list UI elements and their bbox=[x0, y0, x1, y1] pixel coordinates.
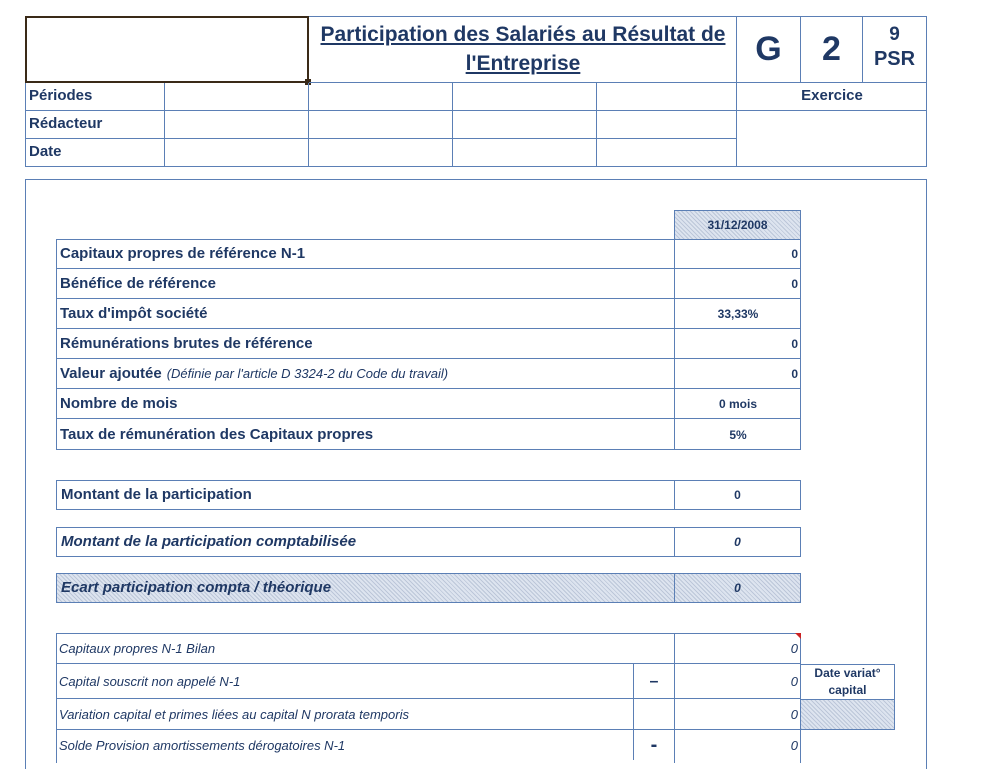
row-label: Nombre de mois bbox=[60, 394, 178, 412]
page-title bbox=[309, 20, 737, 78]
page-title-line2: l'Entreprise bbox=[465, 52, 581, 75]
row-value[interactable]: 5% bbox=[729, 427, 747, 442]
detail-row-label: Variation capital et primes liées au capital N prorata temporis bbox=[59, 706, 409, 722]
date-variat-capital-input[interactable] bbox=[800, 699, 895, 730]
date-variat-capital-label-cell bbox=[800, 664, 895, 700]
row-label: Taux de rémunération des Capitaux propres bbox=[60, 425, 374, 443]
row-value[interactable]: 0 bbox=[791, 277, 798, 291]
exercice-label: Exercice bbox=[801, 87, 863, 104]
row-value[interactable]: 33,33% bbox=[717, 307, 759, 321]
montant-participation-label: Montant de la participation bbox=[61, 486, 252, 503]
code-letter-cell bbox=[737, 16, 801, 83]
date-column-header bbox=[674, 210, 801, 240]
row-label: Taux d'impôt société bbox=[60, 304, 208, 322]
detail-row-label: Capital souscrit non appelé N-1 bbox=[59, 673, 241, 689]
periodes-label: Périodes bbox=[29, 87, 93, 104]
code-page-cell bbox=[863, 16, 927, 83]
code-sub: PSR bbox=[873, 48, 916, 70]
detail-row-sign-cell bbox=[633, 730, 675, 760]
date-label: Date bbox=[29, 143, 62, 160]
row-label: Valeur ajoutée bbox=[60, 364, 162, 382]
ecart-value: 0 bbox=[674, 574, 800, 602]
detail-row-sign: - bbox=[650, 733, 658, 756]
row-value[interactable]: 0 bbox=[791, 367, 798, 381]
comment-indicator bbox=[795, 633, 801, 639]
info-col-5 bbox=[597, 83, 737, 167]
participation-comptabilisee-label: Montant de la participation comptabilisée bbox=[61, 533, 357, 550]
code-number: 2 bbox=[822, 30, 841, 68]
date-column-header-text: 31/12/2008 bbox=[707, 218, 768, 232]
code-letter: G bbox=[755, 30, 782, 68]
detail-row-label: Capitaux propres N-1 Bilan bbox=[59, 640, 216, 656]
row-label: Bénéfice de référence bbox=[60, 274, 216, 292]
code-page: 9 bbox=[889, 24, 900, 45]
detail-row-value[interactable]: 0 bbox=[790, 674, 798, 689]
page-title-line1: Participation des Salariés au Résultat de bbox=[320, 23, 726, 46]
detail-row-value[interactable]: 0 bbox=[790, 707, 798, 722]
code-number-cell bbox=[801, 16, 863, 83]
detail-row-sign: – bbox=[649, 672, 659, 690]
montant-participation-value: 0 bbox=[674, 481, 800, 509]
info-col-4 bbox=[453, 83, 597, 167]
header-logo-box[interactable] bbox=[25, 16, 309, 83]
row-value[interactable]: 0 mois bbox=[718, 397, 757, 411]
detail-row-label: Solde Provision amortissements dérogatoires N-1 bbox=[59, 737, 346, 753]
row-value[interactable]: 0 bbox=[791, 247, 798, 261]
detail-row-value[interactable]: 0 bbox=[790, 641, 798, 656]
info-col-2 bbox=[165, 83, 309, 167]
ecart-label: Ecart participation compta / théorique bbox=[61, 579, 332, 596]
info-col-3 bbox=[309, 83, 453, 167]
detail-row-sign-cell bbox=[633, 664, 675, 699]
redacteur-label: Rédacteur bbox=[29, 115, 103, 132]
row-note: (Définie par l'article D 3324-2 du Code du travail) bbox=[166, 366, 449, 381]
participation-comptabilisee-value[interactable]: 0 bbox=[674, 528, 800, 556]
row-value[interactable]: 0 bbox=[791, 337, 798, 351]
detail-row-value[interactable]: 0 bbox=[790, 737, 798, 753]
row-label: Capitaux propres de référence N-1 bbox=[60, 244, 306, 262]
date-variat-capital-label: Date variat° capital bbox=[814, 666, 881, 697]
row-label: Rémunérations brutes de référence bbox=[60, 334, 313, 352]
detail-row-sign-cell bbox=[633, 699, 675, 730]
